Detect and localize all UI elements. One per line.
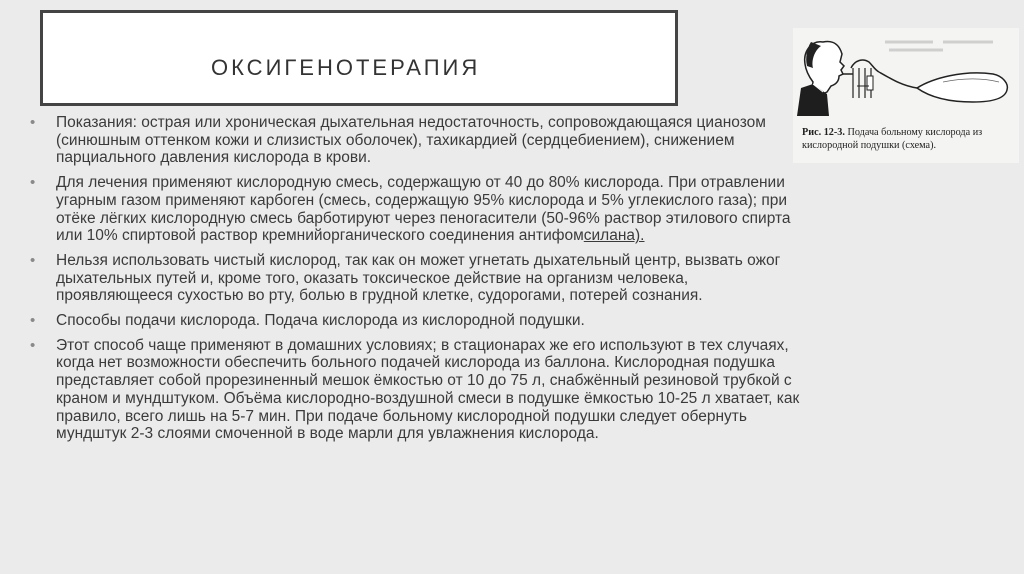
figure-caption	[802, 126, 1014, 152]
slide-title: ОКСИГЕНОТЕРАПИЯ	[211, 55, 481, 80]
bullet-text: Для лечения применяют кислородную смесь, содержащую от 40 до 80% кислорода. При отравлении угарным газом применяют карбоген (смесь, содержащую 95% кислорода и 5% углекислого газа); при отёке лёгких кислородную смесь барботируют через пеногасители (50-96% раствор этилового спирта или 10% спиртовой раствор кремнийорганического соединения антифом	[56, 174, 791, 245]
bullet-dot: •	[30, 312, 36, 330]
bullet-dot: •	[30, 336, 36, 354]
bullet-dot: •	[30, 174, 36, 192]
figure-caption-text: Подача больному кислорода из кислородной подушки (схема).	[802, 127, 983, 151]
underlined-link-text[interactable]: силана).	[583, 227, 645, 245]
bullet-treatment-mixture	[30, 174, 800, 245]
bullet-text: Нельзя использовать чистый кислород, так как он может угнетать дыхательный центр, вызвать ожог дыхательных путей и, кроме того, оказать токсическое действие на организм человека, проявляющееся сухостью во рту, болью в грудной клетке, судорогами, потерей сознания.	[56, 251, 781, 305]
bullet-dot: •	[30, 251, 36, 269]
bullet-pure-oxygen-warning	[30, 252, 800, 305]
bullet-dot: •	[30, 114, 36, 131]
figure-caption-label: Рис. 12-3.	[802, 127, 845, 138]
bullet-pillow-description	[30, 337, 800, 443]
bullet-list	[30, 114, 800, 450]
bullet-delivery-methods	[30, 312, 800, 330]
oxygen-pillow-illustration	[793, 28, 1019, 163]
patient-with-oxygen-pillow-drawing	[793, 28, 1019, 128]
bullet-text: Показания: острая или хроническая дыхательная недостаточность, сопровождающаяся цианозом (синюшным оттенком кожи и слизистых оболочек), тахикардией (сердцебиением), снижением парциального давления кислорода в крови.	[56, 114, 766, 167]
title-box	[40, 10, 678, 106]
bullet-text: Этот способ чаще применяют в домашних условиях; в стационарах же его используют в тех случаях, когда нет возможности обеспечить больного подачей кислорода из баллона. Кислородная подушка представляет собой прорезиненный мешок ёмкостью от 10 до 75 л, снабжённый резиновой трубкой с краном и мундштуком. Объёма кислородно-воздушной смеси в подушке ёмкостью 10-25 л хватает, как правило, всего лишь на 5-7 мин. При подаче больному кислородной подушки следует обернуть мундштук 2-3 слоями смоченной в воде марли для увлажнения кислорода.	[56, 336, 800, 443]
bullet-text: Способы подачи кислорода. Подача кислорода из кислородной подушки.	[56, 312, 585, 330]
bullet-indications	[30, 114, 800, 167]
